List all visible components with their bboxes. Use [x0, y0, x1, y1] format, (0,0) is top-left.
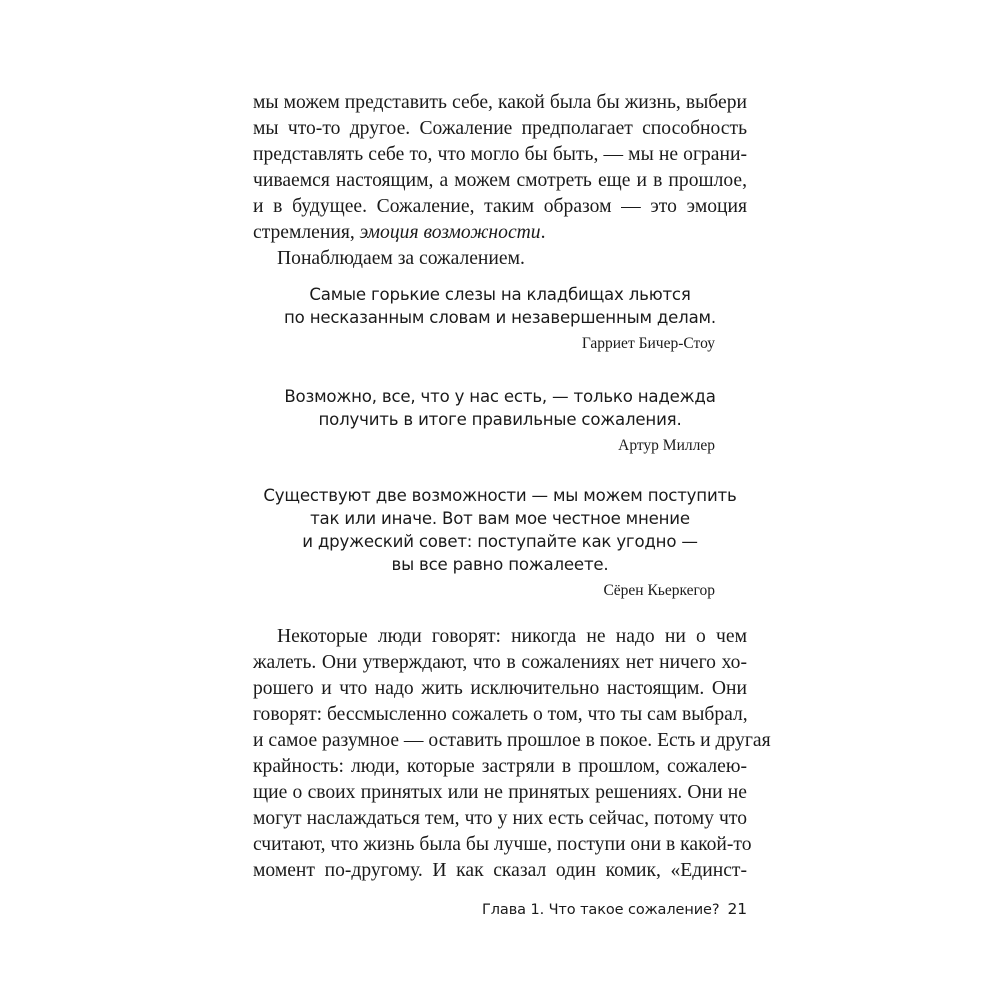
text-line: чиваемся настоящим, а можем смотреть еще и в прошлое,: [253, 170, 747, 191]
paragraph-1: [253, 90, 747, 272]
text-fragment: .: [540, 222, 546, 243]
text-line: мы можем представить себе, какой была бы жизнь, выбери: [253, 92, 747, 113]
text-line: и самое разумное — оставить прошлое в покое. Есть и другая: [253, 730, 771, 751]
text-line: жалеть. Они утверждают, что в сожалениях нет ничего хо-: [253, 652, 747, 673]
text-fragment: стремления,: [253, 222, 360, 243]
epigraph-1: [253, 283, 747, 353]
text-line: рошего и что надо жить исключительно настоящим. Они: [253, 678, 747, 699]
epigraph-author: Артур Миллер: [618, 437, 715, 454]
quote-line: так или иначе. Вот вам мое честное мнение: [310, 509, 690, 528]
quote-line: получить в итоге правильные сожаления.: [318, 410, 682, 429]
text-line: мы что-то другое. Сожаление предполагает способность: [253, 118, 747, 139]
text-line: момент по-другому. И как сказал один комик, «Единст-: [253, 860, 747, 881]
chapter-title: Глава 1. Что такое сожаление?: [482, 902, 720, 918]
text-line: щие о своих принятых или не принятых решениях. Они не: [253, 782, 747, 803]
text-line: и в будущее. Сожаление, таким образом — это эмоция: [253, 196, 747, 217]
quote-line: вы все равно пожалеете.: [391, 555, 609, 574]
epigraph-3: [253, 484, 747, 600]
paragraph-3: [253, 624, 771, 884]
text-line: могут наслаждаться тем, что у них есть сейчас, потому что: [253, 808, 747, 829]
quote-line: Самые горькие слезы на кладбищах льются: [309, 285, 691, 304]
text-line: считают, что жизнь была бы лучше, поступи они в какой-то: [253, 834, 752, 855]
quote-line: и дружеский совет: поступайте как угодно —: [302, 532, 698, 551]
italic-phrase: эмоция возможности: [359, 222, 541, 243]
text-line: крайность: люди, которые застряли в прошлом, сожалею-: [253, 756, 747, 777]
text-line: говорят: бессмысленно сожалеть о том, что ты сам выбрал,: [253, 704, 748, 725]
running-footer: [253, 900, 747, 918]
quote-line: Существуют две возможности — мы можем поступить: [263, 486, 737, 505]
quote-line: по несказанным словам и незавершенным делам.: [284, 308, 716, 327]
text-line: Некоторые люди говорят: никогда не надо ни о чем: [277, 626, 747, 647]
paragraph-2: Понаблюдаем за сожалением.: [277, 248, 525, 269]
page-number: 21: [727, 900, 747, 918]
quote-line: Возможно, все, что у нас есть, — только надежда: [284, 387, 716, 406]
epigraph-author: Сёрен Кьеркегор: [603, 582, 715, 599]
text-line: представлять себе то, что могло бы быть, — мы не ограни-: [253, 144, 747, 165]
epigraph-2: [253, 385, 747, 455]
epigraph-author: Гарриет Бичер-Стоу: [581, 335, 715, 352]
text-line: [253, 220, 747, 246]
